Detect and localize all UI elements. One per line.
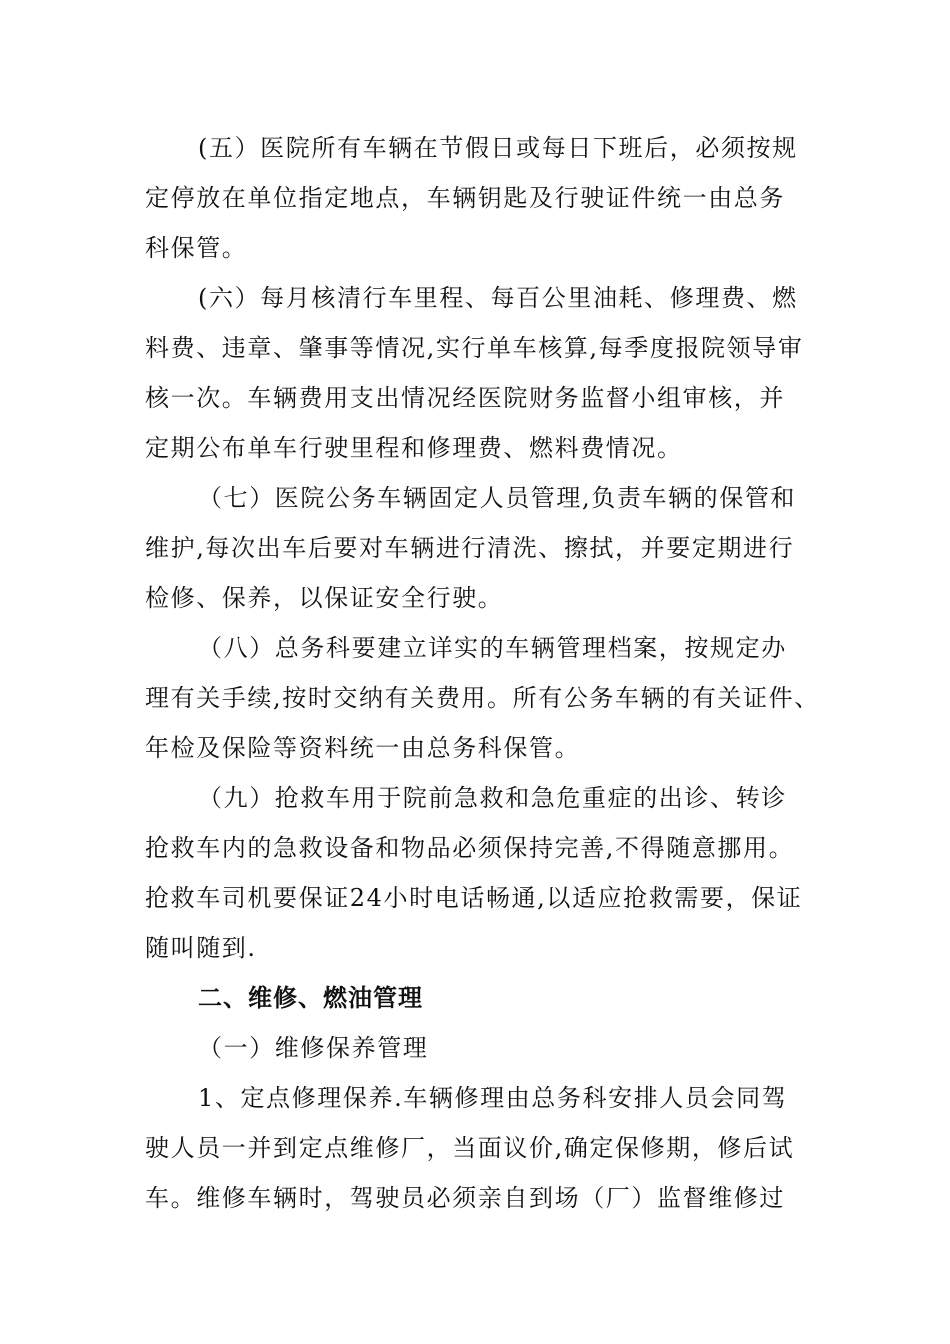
paragraph-5-line-1: (五）医院所有车辆在节假日或每日下班后，必须按规 [198,134,798,162]
subsection-heading: （一）维修保养管理 [198,1034,429,1062]
paragraph-9-line-3: 抢救车司机要保证24小时电话畅通,以适应抢救需要，保证 [145,884,803,912]
paragraph-5-line-3: 科保管。 [145,234,248,262]
paragraph-6-line-2: 料费、违章、肇事等情况,实行单车核算,每季度报院领导审 [145,334,804,362]
paragraph-7-line-1: （七）医院公务车辆固定人员管理,负责车辆的保管和 [198,484,797,512]
item-1-line-3: 车。维修车辆时，驾驶员必须亲自到场（厂）监督维修过 [145,1184,785,1212]
paragraph-9-line-1: （九）抢救车用于院前急救和急危重症的出诊、转诊 [198,784,787,812]
item-1-line-1: 1、定点修理保养.车辆修理由总务科安排人员会同驾 [198,1084,788,1112]
paragraph-6-line-3: 核一次。车辆费用支出情况经医院财务监督小组审核，并 [145,384,785,412]
paragraph-7-line-2: 维护,每次出车后要对车辆进行清洗、擦拭，并要定期进行 [145,534,795,562]
paragraph-5-line-2: 定停放在单位指定地点，车辆钥匙及行驶证件统一由总务 [145,184,785,212]
section-heading: 二、维修、燃油管理 [198,983,423,1012]
paragraph-8-line-3: 年检及保险等资料统一由总务科保管。 [145,734,581,762]
paragraph-9-line-2: 抢救车内的急救设备和物品必须保持完善,不得随意挪用。 [145,834,795,862]
paragraph-6-line-1: (六）每月核清行车里程、每百公里油耗、修理费、燃 [198,284,798,312]
paragraph-7-line-3: 检修、保养，以保证安全行驶。 [145,584,504,612]
item-1-line-2: 驶人员一并到定点维修厂，当面议价,确定保修期，修后试 [145,1134,795,1162]
paragraph-8-line-2: 理有关手续,按时交纳有关费用。所有公务车辆的有关证件、 [145,684,820,712]
paragraph-6-line-4: 定期公布单车行驶里程和修理费、燃料费情况。 [145,434,683,462]
paragraph-9-line-4: 随叫随到. [145,934,257,962]
paragraph-8-line-1: （八）总务科要建立详实的车辆管理档案，按规定办 [198,634,787,662]
